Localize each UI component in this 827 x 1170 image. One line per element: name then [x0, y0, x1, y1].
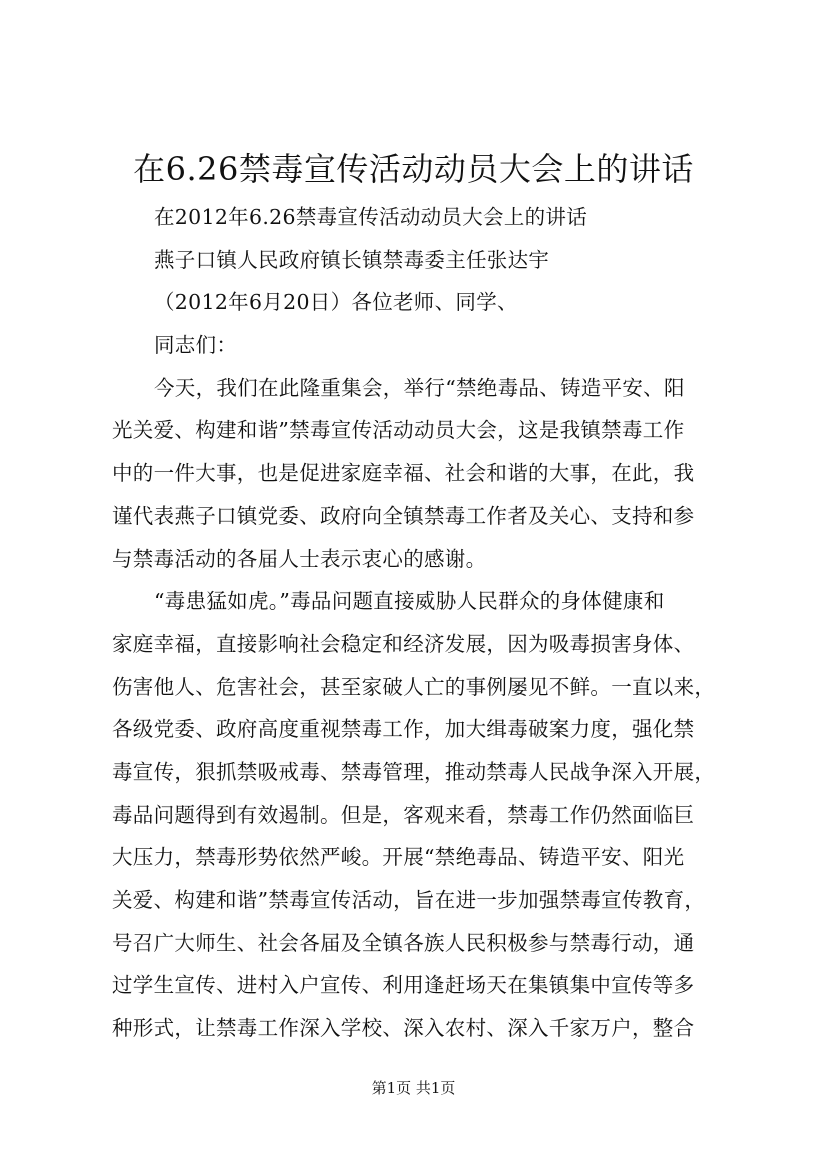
paragraph-line: 谨代表燕子口镇党委、政府向全镇禁毒工作者及关心、支持和参 — [112, 503, 695, 528]
paragraph-line: 毒品问题得到有效遏制。但是，客观来看，禁毒工作仍然面临巨 — [112, 802, 695, 827]
paragraph-line: 伤害他人、危害社会，甚至家破人亡的事例屡见不鲜。一直以来， — [112, 674, 716, 699]
paragraph-line: 过学生宣传、进村入户宣传、利用逢赶场天在集镇集中宣传等多 — [112, 973, 695, 998]
paragraph-line: 种形式，让禁毒工作深入学校、深入农村、深入千家万户，整合 — [112, 1016, 695, 1041]
page-footer: 第1页 共1页 — [371, 1079, 456, 1097]
paragraph-line: 关爱、构建和谐”禁毒宣传活动，旨在进一步加强禁毒宣传教育， — [112, 888, 706, 912]
paragraph-line: 各级党委、政府高度重视禁毒工作，加大缉毒破案力度，强化禁 — [112, 717, 695, 742]
paragraph-line: 大压力，禁毒形势依然严峻。开展“禁绝毒品、铸造平安、阳光 — [112, 845, 685, 870]
paragraph-line: 中的一件大事，也是促进家庭幸福、社会和谐的大事，在此，我 — [112, 461, 695, 486]
paragraph-line: 号召广大师生、社会各届及全镇各族人民积极参与禁毒行动，通 — [112, 930, 695, 955]
greeting-line: 同志们： — [154, 333, 238, 358]
date-greeting-line: （2012年6月20日）各位老师、同学、 — [154, 290, 518, 315]
paragraph-line: 家庭幸福，直接影响社会稳定和经济发展，因为吸毒损害身体、 — [112, 631, 695, 656]
paragraph-line: 光关爱、构建和谐”禁毒宣传活动动员大会，这是我镇禁毒工作 — [112, 418, 685, 443]
paragraph-line: “毒患猛如虎。”毒品问题直接威胁人民群众的身体健康和 — [154, 589, 665, 614]
paragraph-line: 今天，我们在此隆重集会，举行“禁绝毒品、铸造平安、阳 — [154, 375, 685, 400]
document-title: 在6.26禁毒宣传活动动员大会上的讲话 — [133, 150, 694, 188]
paragraph-line: 与禁毒活动的各届人士表示衷心的感谢。 — [112, 546, 487, 571]
paragraph-line: 毒宣传，狠抓禁吸戒毒、禁毒管理，推动禁毒人民战争深入开展， — [112, 759, 716, 784]
document-body — [112, 196, 724, 1050]
subtitle-line: 在2012年6.26禁毒宣传活动动员大会上的讲话 — [154, 205, 588, 229]
speaker-line: 燕子口镇人民政府镇长镇禁毒委主任张达宇 — [154, 247, 550, 272]
